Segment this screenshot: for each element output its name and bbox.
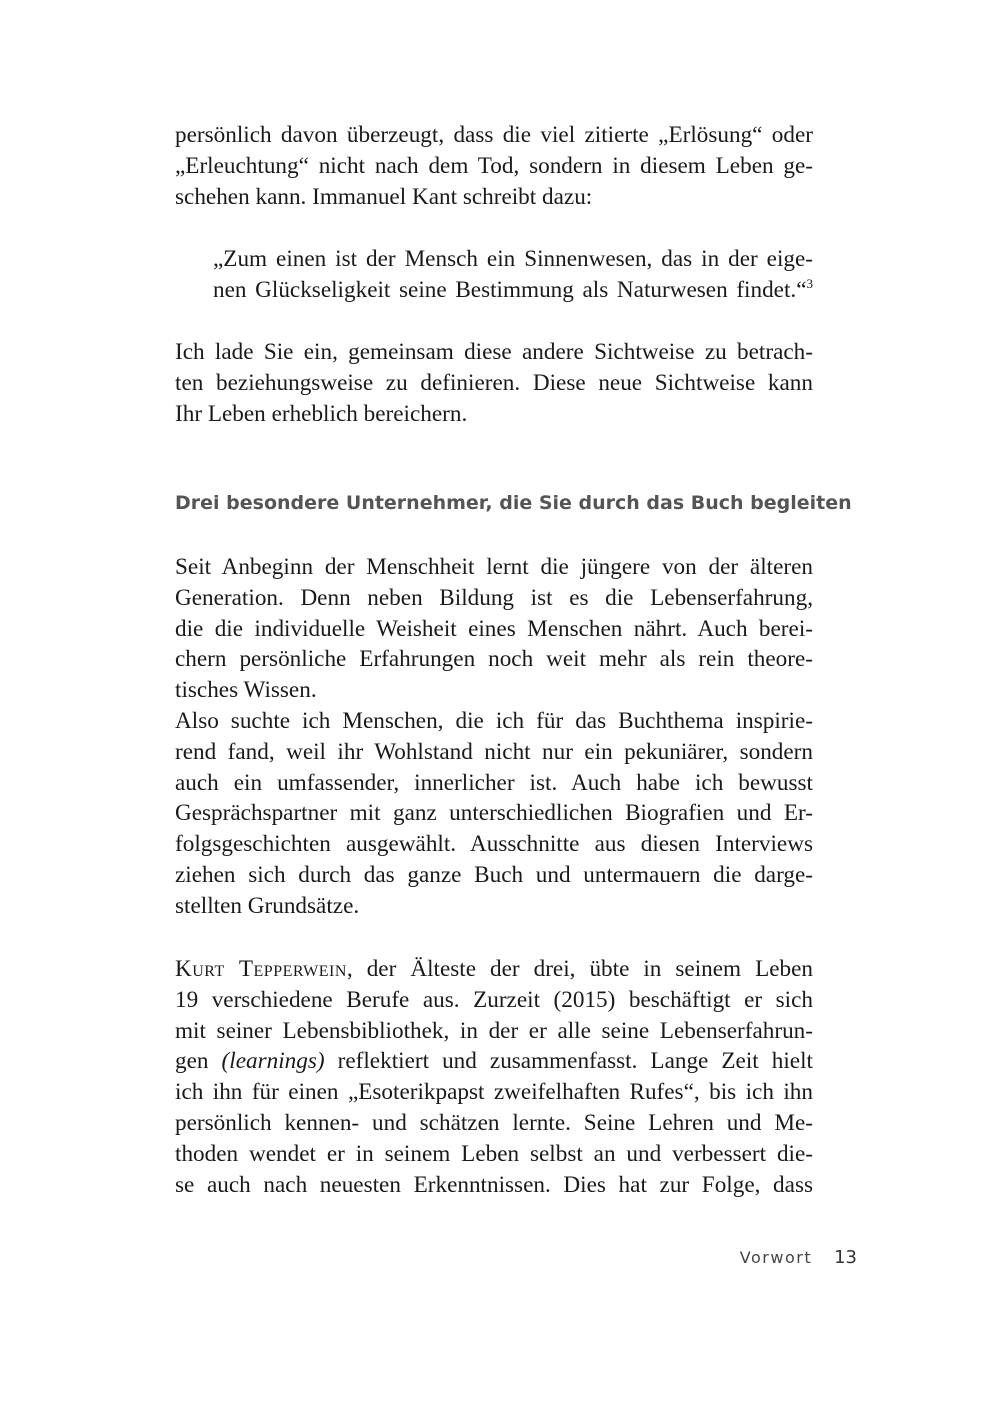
person-name: Kurt Tepperwein [175,956,347,982]
quote-line-last [213,275,813,306]
text-line: auch ein umfassender, innerlicher ist. Auch habe ich bewusst [175,769,813,796]
text-line: schehen kann. Immanuel Kant schreibt dazu: [175,183,593,210]
quote-line: „Zum einen ist der Mensch ein Sinnenwesen, das in der eige- [213,246,813,272]
text-line: Ihr Leben erheblich bereichern. [175,400,468,427]
text-line: rend fand, weil ihr Wohlstand nicht nur ein pekuniärer, sondern [175,738,813,765]
text-line: persönlich kennen- und schätzen lernte. Seine Lehren und Me- [175,1109,813,1136]
text-line: Generation. Denn neben Bildung ist es die Lebenserfahrung, [175,584,813,611]
text-line: chern persönliche Erfahrungen noch weit mehr als rein theore- [175,646,813,673]
text-line: se auch nach neuesten Erkenntnissen. Dies hat zur Folge, dass [175,1171,813,1198]
running-footer-section: Vorwort [739,1248,813,1267]
text-line: Also suchte ich Menschen, die ich für das Buchthema inspirie- [175,707,813,734]
text-line: mit seiner Lebensbibliothek, in der er alle seine Lebenserfahrun- [175,1017,813,1044]
kant-quote [213,244,813,306]
text-fragment: , der Älteste der drei, übte in seinem Leben [346,956,814,982]
text-line: ziehen sich durch das ganze Buch und untermauern die darge- [175,861,813,888]
text-fragment: reflektiert und zusammenfasst. Lange Zeit hielt [324,1048,813,1075]
text-line: folgsgeschichten ausgewählt. Ausschnitte aus diesen Interviews [175,831,813,858]
text-line: „Erleuchtung“ nicht nach dem Tod, sondern in diesem Leben ge- [175,152,813,179]
paragraph-invitation [175,337,813,429]
section-heading: Drei besondere Unternehmer, die Sie durch das Buch begleiten [175,492,852,514]
text-line: thoden wendet er in seinem Leben selbst an und verbessert die- [175,1140,813,1167]
text-line: persönlich davon überzeugt, dass die viel zitierte „Erlösung“ oder [175,122,813,148]
text-line: ten beziehungsweise zu definieren. Diese neue Sichtweise kann [175,369,813,396]
text-line: ich ihn für einen „Esoterikpapst zweifelhaften Rufes“, bis ich ihn [175,1079,813,1106]
page-footer [740,1247,857,1268]
text-line: stellten Grundsätze. [175,892,360,919]
text-line [175,954,813,985]
quote-text: nen Glückseligkeit seine Bestimmung als Naturwesen findet.“ [213,276,807,303]
text-line: tisches Wissen. [175,677,317,704]
text-line: Ich lade Sie ein, gemeinsam diese andere Sichtweise zu betrach- [175,339,813,365]
text-line: die die individuelle Weisheit eines Menschen nährt. Auch berei- [175,615,813,642]
footnote-marker: 3 [806,275,813,291]
text-line [175,1046,813,1077]
page-number: 13 [834,1247,857,1268]
paragraph-tepperwein [175,954,813,1200]
text-line: 19 verschiedene Berufe aus. Zurzeit (2015) beschäftigt er sich [175,986,813,1013]
text-line: Gesprächspartner mit ganz unterschiedlichen Biografien und Er- [175,800,813,827]
paragraph-kant-intro [175,120,813,212]
text-line: Seit Anbeginn der Menschheit lernt die jüngere von der älteren [175,554,813,580]
text-fragment: gen [175,1048,222,1075]
italic-term: (learnings) [221,1048,325,1075]
paragraph-generations [175,552,813,922]
